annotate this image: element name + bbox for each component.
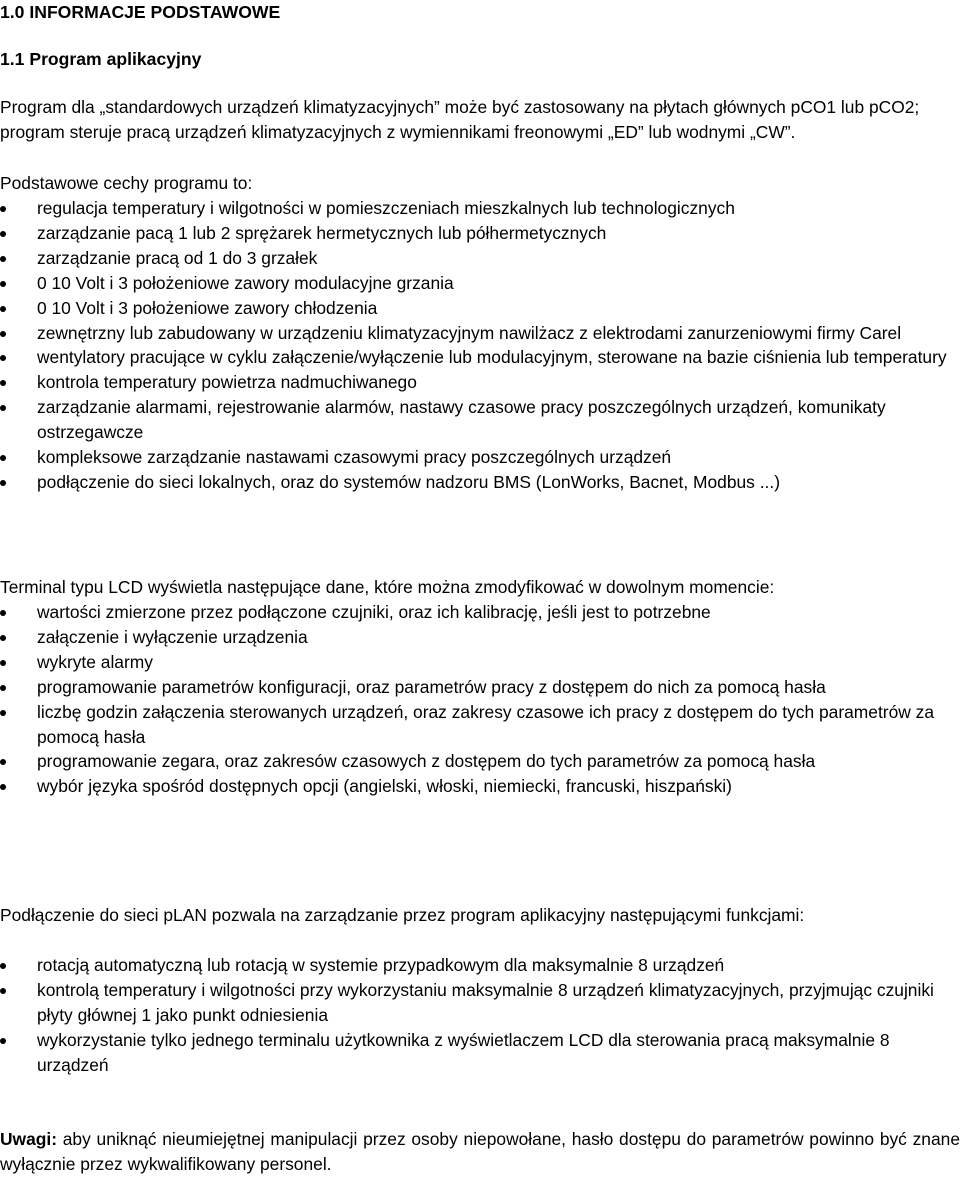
bullet-icon xyxy=(0,380,6,386)
list-item: kontrolą temperatury i wilgotności przy wykorzystaniu maksymalnie 8 urządzeń klimatyzacyjnych, przyjmując czujniki płyty głównej 1 jako punkt odniesienia xyxy=(0,978,960,1028)
list-item: podłączenie do sieci lokalnych, oraz do systemów nadzoru BMS (LonWorks, Bacnet, Modbus ...) xyxy=(0,470,960,495)
list-item: 0 10 Volt i 3 położeniowe zawory chłodzenia xyxy=(0,296,960,321)
list-item: zarządzanie pracą od 1 do 3 grzałek xyxy=(0,246,960,271)
bullet-icon xyxy=(0,963,6,969)
bullet-icon xyxy=(0,405,6,411)
list-item: liczbę godzin załączenia sterowanych urządzeń, oraz zakresy czasowe ich pracy z dostępem do tych parametrów za pomocą hasła xyxy=(0,700,960,750)
list-item: programowanie zegara, oraz zakresów czasowych z dostępem do tych parametrów za pomocą hasła xyxy=(0,749,960,774)
bullet-icon xyxy=(0,784,6,790)
list-item: wykryte alarmy xyxy=(0,650,960,675)
plan-lead: Podłączenie do sieci pLAN pozwala na zarządzanie przez program aplikacyjny następującymi funkcjami: xyxy=(0,905,805,925)
list-item: zarządzanie pacą 1 lub 2 sprężarek hermetycznych lub półhermetycznych xyxy=(0,221,960,246)
bullet-icon xyxy=(0,660,6,666)
subsection-heading: 1.1 Program aplikacyjny xyxy=(0,49,202,69)
list-item: kompleksowe zarządzanie nastawami czasowymi pracy poszczególnych urządzeń xyxy=(0,445,960,470)
list-item: wartości zmierzone przez podłączone czujniki, oraz ich kalibrację, jeśli jest to potrzebne xyxy=(0,600,960,625)
intro-paragraph: Program dla „standardowych urządzeń klimatyzacyjnych” może być zastosowany na płytach głównych pCO1 lub pCO2; program steruje pracą urządzeń klimatyzacyjnych z wymiennikami freonowymi „ED” lub wodnymi „CW”. xyxy=(0,97,920,142)
list-item: wykorzystanie tylko jednego terminalu użytkownika z wyświetlaczem LCD dla sterowania pracą maksymalnie 8 urządzeń xyxy=(0,1028,960,1078)
bullet-icon xyxy=(0,710,6,716)
list-item: programowanie parametrów konfiguracji, oraz parametrów pracy z dostępem do nich za pomocą hasła xyxy=(0,675,960,700)
bullet-icon xyxy=(0,306,6,312)
section-heading: 1.0 INFORMACJE PODSTAWOWE xyxy=(0,2,281,22)
terminal-list xyxy=(0,600,960,799)
bullet-icon xyxy=(0,1038,6,1044)
plan-list xyxy=(0,953,960,1078)
list-item: zarządzanie alarmami, rejestrowanie alarmów, nastawy czasowe pracy poszczególnych urządzeń, komunikaty ostrzegawcze xyxy=(0,395,960,445)
bullet-icon xyxy=(0,635,6,641)
bullet-icon xyxy=(0,331,6,337)
list-item: zewnętrzny lub zabudowany w urządzeniu klimatyzacyjnym nawilżacz z elektrodami zanurzeniowymi firmy Carel xyxy=(0,321,960,346)
bullet-icon xyxy=(0,455,6,461)
note-label: Uwagi: xyxy=(0,1129,58,1149)
list-item: wybór języka spośród dostępnych opcji (angielski, włoski, niemiecki, francuski, hiszpański) xyxy=(0,774,960,799)
bullet-icon xyxy=(0,206,6,212)
bullet-icon xyxy=(0,256,6,262)
bullet-icon xyxy=(0,610,6,616)
bullet-icon xyxy=(0,281,6,287)
bullet-icon xyxy=(0,355,6,361)
features-lead: Podstawowe cechy programu to: xyxy=(0,173,253,193)
list-item: wentylatory pracujące w cyklu załączenie/wyłączenie lub modulacyjnym, sterowane na bazie ciśnienia lub temperatury xyxy=(0,345,960,370)
list-item: rotacją automatyczną lub rotacją w systemie przypadkowym dla maksymalnie 8 urządzeń xyxy=(0,953,960,978)
note-paragraph xyxy=(0,1127,960,1177)
list-item: kontrola temperatury powietrza nadmuchiwanego xyxy=(0,370,960,395)
bullet-icon xyxy=(0,685,6,691)
bullet-icon xyxy=(0,231,6,237)
bullet-icon xyxy=(0,759,6,765)
list-item: załączenie i wyłączenie urządzenia xyxy=(0,625,960,650)
terminal-lead: Terminal typu LCD wyświetla następujące dane, które można zmodyfikować w dowolnym momencie: xyxy=(0,577,775,597)
list-item: 0 10 Volt i 3 położeniowe zawory modulacyjne grzania xyxy=(0,271,960,296)
bullet-icon xyxy=(0,480,6,486)
note-text: aby uniknąć nieumiejętnej manipulacji przez osoby niepowołane, hasło dostępu do parametrów powinno być znane wyłącznie przez wykwalifikowany personel. xyxy=(0,1129,960,1174)
bullet-icon xyxy=(0,988,6,994)
features-list xyxy=(0,196,960,495)
list-item: regulacja temperatury i wilgotności w pomieszczeniach mieszkalnych lub technologicznych xyxy=(0,196,960,221)
